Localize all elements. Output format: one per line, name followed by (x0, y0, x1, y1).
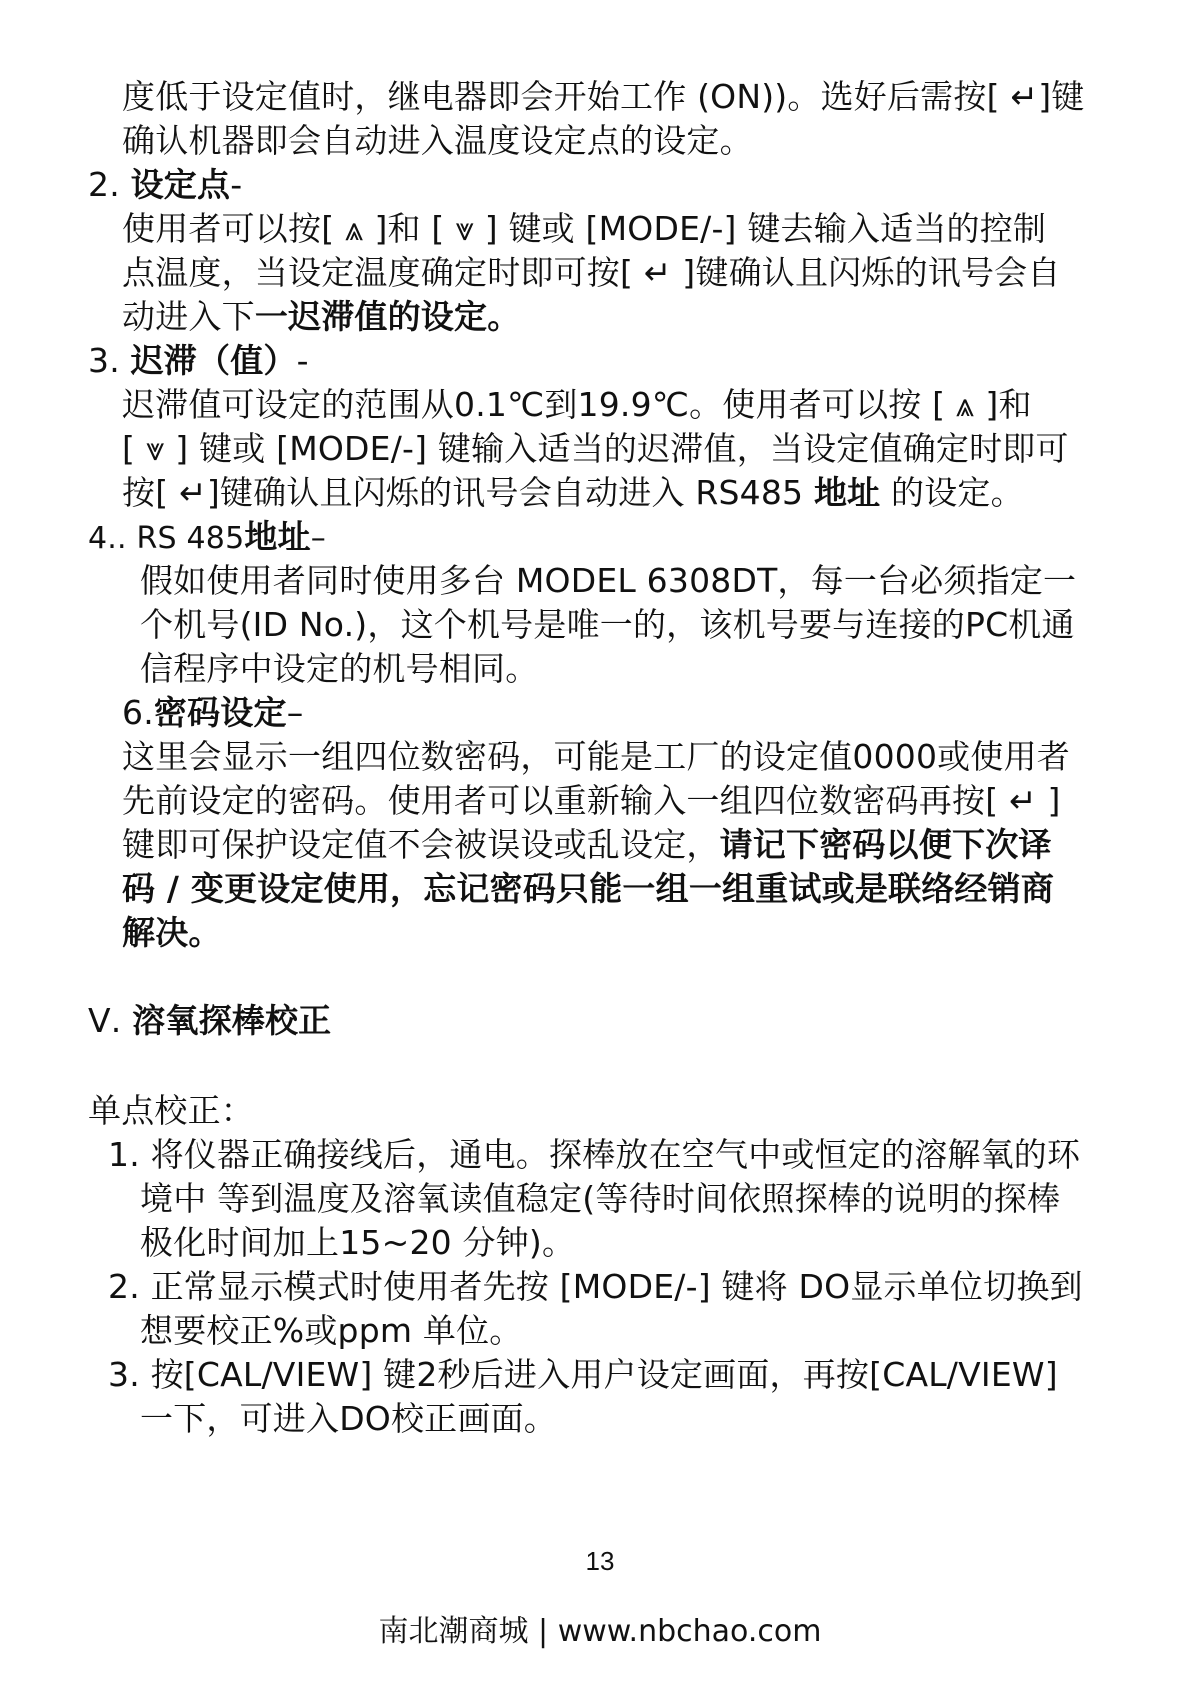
item-3-number: 3. (88, 341, 120, 380)
item-3-line-3-bold: 地址 (813, 473, 881, 512)
item-3-line-3-a: 按[ ↵]键确认且闪烁的讯号会自动进入 RS485 (122, 473, 814, 512)
item-4-number: 4.. RS 485 (88, 521, 245, 556)
item-6-line-5: 解决。 (122, 913, 222, 952)
item-6-line-3-bold: 请记下密码以便下次译 (719, 825, 1052, 864)
intro-line-2: 确认机器即会自动进入温度设定点的设定。 (122, 121, 753, 160)
item-2-heading (88, 164, 242, 206)
item-3-line-3 (122, 472, 1024, 514)
item-6-line-4: 码 / 变更设定使用，忘记密码只能一组一组重试或是联络经销商 (122, 869, 1055, 908)
item-3-heading (88, 340, 309, 382)
item-2-line-3-normal: 动进入下 (122, 297, 255, 336)
item-6-line-3-normal: 键即可保护设定值不会被误设或乱设定， (122, 825, 720, 864)
item-6-dash: – (286, 693, 304, 732)
footer-watermark: 南北潮商城 | www.nbchao.com (378, 1614, 822, 1649)
item-4-title: 地址 (244, 517, 311, 556)
step-1-line-3: 极化时间加上15~20 分钟)。 (140, 1223, 576, 1262)
step-2-line-1 (108, 1266, 1083, 1308)
item-2-title: 设定点 (130, 165, 231, 204)
item-2-dash: - (230, 165, 243, 204)
step-1-line-1 (108, 1134, 1080, 1176)
item-4-heading (88, 516, 326, 560)
step-2-line-2: 想要校正%或ppm 单位。 (140, 1311, 523, 1350)
item-2-line-2: 点温度，当设定温度确定时即可按[ ↵ ]键确认且闪烁的讯号会自 (122, 253, 1061, 292)
step-1-number: 1. (108, 1135, 140, 1174)
item-2-line-3-bold: 一迟滞值的设定。 (254, 297, 521, 336)
item-6-heading (122, 692, 303, 734)
step-1-line-2: 境中 等到温度及溶氧读值稳定(等待时间依照探棒的说明的探棒 (140, 1179, 1061, 1218)
item-6-line-2: 先前设定的密码。使用者可以重新输入一组四位数密码再按[ ↵ ] (122, 781, 1061, 820)
item-3-dash: - (296, 341, 309, 380)
step-2-text-1: 正常显示模式时使用者先按 [MODE/-] 键将 DO显示单位切换到 (150, 1267, 1083, 1306)
item-6-line-3 (122, 824, 1052, 866)
item-6-title: 密码设定 (153, 693, 287, 732)
item-3-line-3-c: 的设定。 (880, 473, 1024, 512)
section-5-number: Ⅴ. (88, 1001, 122, 1040)
single-point-heading: 单点校正： (88, 1091, 254, 1130)
item-4-line-1: 假如使用者同时使用多台 MODEL 6308DT，每一台必须指定一 (140, 561, 1077, 600)
page-number: 13 (585, 1546, 615, 1576)
item-2-number: 2. (88, 165, 120, 204)
item-4-dash: – (310, 521, 326, 556)
step-1-text-1: 将仪器正确接线后，通电。探棒放在空气中或恒定的溶解氧的环 (150, 1135, 1081, 1174)
item-3-line-1: 迟滞值可设定的范围从0.1℃到19.9℃。使用者可以按 [ ⩓ ]和 (122, 385, 1032, 424)
section-5-heading (88, 1000, 331, 1042)
item-2-line-3 (122, 296, 520, 338)
step-3-number: 3. (108, 1355, 140, 1394)
step-3-text-1: 按[CAL/VIEW] 键2秒后进入用户设定画面，再按[CAL/VIEW] (150, 1355, 1058, 1394)
step-3-line-2: 一下，可进入DO校正画面。 (140, 1399, 557, 1438)
item-4-line-3: 信程序中设定的机号相同。 (140, 649, 539, 688)
item-2-line-1: 使用者可以按[ ⩓ ]和 [ ⩔ ] 键或 [MODE/-] 键去输入适当的控制 (122, 209, 1047, 248)
item-3-title: 迟滞（值） (130, 341, 297, 380)
item-6-line-1: 这里会显示一组四位数密码，可能是工厂的设定值0000或使用者 (122, 737, 1070, 776)
step-3-line-1 (108, 1354, 1058, 1396)
item-6-number: 6. (122, 693, 154, 732)
item-3-line-2: [ ⩔ ] 键或 [MODE/-] 键输入适当的迟滞值，当设定值确定时即可 (122, 429, 1069, 468)
item-4-line-2: 个机号(ID No.)，这个机号是唯一的，该机号要与连接的PC机通 (140, 605, 1075, 644)
step-2-number: 2. (108, 1267, 140, 1306)
intro-line-1: 度低于设定值时，继电器即会开始工作 (ON))。选好后需按[ ↵]键 (122, 77, 1085, 116)
section-5-title: 溶氧探棒校正 (132, 1001, 332, 1040)
